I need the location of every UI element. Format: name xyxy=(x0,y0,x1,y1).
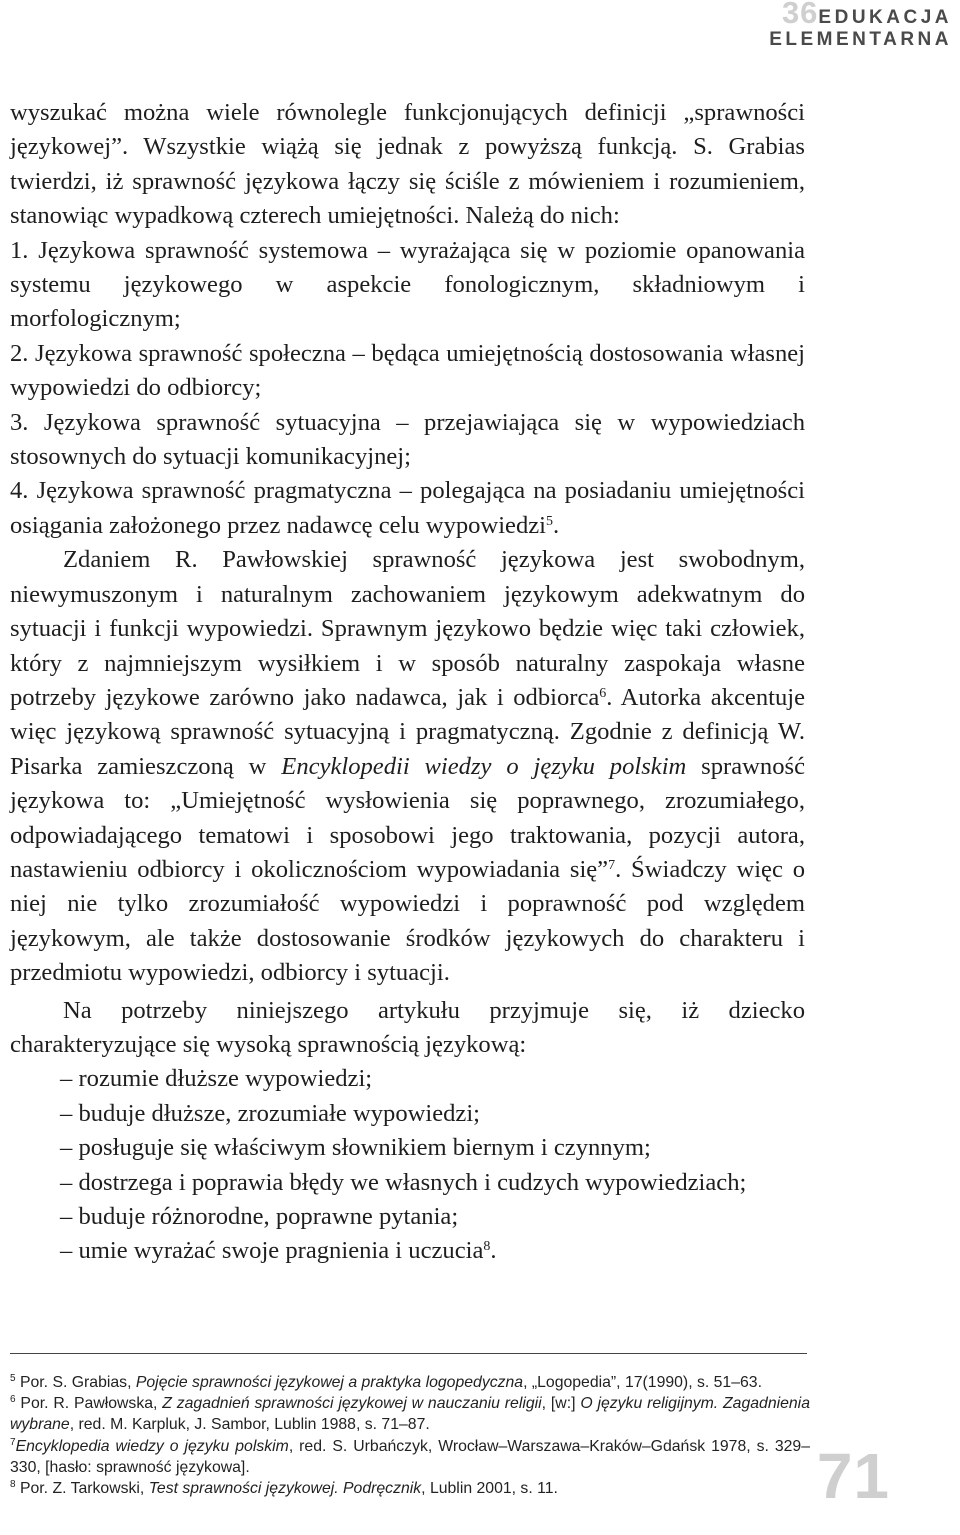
footnote-number: 6 xyxy=(10,1394,16,1406)
footnote-text: Por. S. Grabias, xyxy=(15,1374,136,1391)
numbered-item-1: 1. Językowa sprawność systemowa – wyrażająca się w poziomie opanowania systemu językowego w aspekcie fonologicznym, składniowym i morfologicznym; xyxy=(10,236,805,333)
list-item: – buduje dłuższe, zrozumiałe wypowiedzi; xyxy=(10,1097,805,1131)
footnote-title: Z zagadnień sprawności językowej w nauczaniu religii xyxy=(162,1395,542,1413)
p2-part-a: Zdaniem R. Pawłowskiej sprawność językowa jest swobodnym, niewymuszonym i naturalnym zachowaniem językowym adekwatnym do sytuacji i funkcji wypowiedzi. Sprawnym językowo będzie więc taki człowiek, który z najmniejszym wysiłkiem i w sposób naturalny zaspokaja własne potrzeby językowe zarówno jako nadawca, jak i odbiorca xyxy=(10,546,805,711)
item4-end: . xyxy=(553,511,560,539)
footnote-ref-7[interactable]: 7 xyxy=(608,857,616,873)
footnote-number: 5 xyxy=(10,1373,16,1384)
footnote-8 xyxy=(10,1478,810,1499)
issue-number: 36 xyxy=(781,0,819,30)
list-item-last xyxy=(10,1234,805,1268)
footnote-title: Encyklopedia wiedzy o języku polskim xyxy=(15,1437,289,1455)
footnote-ref-5[interactable]: 5 xyxy=(546,513,554,529)
criteria-list xyxy=(10,1062,805,1268)
list-item: – buduje różnorodne, poprawne pytania; xyxy=(10,1200,805,1234)
footnote-title: Pojęcie sprawności językowej a praktyka logopedyczna xyxy=(135,1374,524,1391)
footnote-separator xyxy=(10,1353,807,1354)
list-item: – rozumie dłuższe wypowiedzi; xyxy=(10,1062,805,1096)
footnote-text: , red. M. Karpluk, J. Sambor, Lublin 1988, s. 71–87. xyxy=(69,1416,430,1434)
numbered-item-2: 2. Językowa sprawność społeczna – będąca umiejętnością dostosowania własnej wypowiedzi do odbiorcy; xyxy=(10,339,805,402)
item4-text: 4. Językowa sprawność pragmatyczna – polegająca na posiadaniu umiejętności osiągania założonego przez nadawcę celu wypowiedzi xyxy=(10,477,805,539)
footnote-number: 7 xyxy=(10,1436,16,1448)
running-header xyxy=(769,0,952,51)
journal-name-line1: EDUKACJA xyxy=(818,7,952,28)
footnote-text: , [w:] xyxy=(541,1395,581,1413)
footnote-ref-6[interactable]: 6 xyxy=(599,685,607,701)
footnote-text: , red. S. Urbańczyk, Wrocław–Warszawa–Kraków–Gdańsk 1978, s. 329–330, [hasło: sprawność językowa]. xyxy=(10,1437,810,1476)
list-item: – posługuje się właściwym słownikiem biernym i czynnym; xyxy=(10,1131,805,1165)
footnote-title: O języku religijnym. Zagadnienia wybrane xyxy=(10,1395,810,1434)
footnote-title: Test sprawności językowej. Podręcznik xyxy=(148,1480,422,1498)
paragraph-definition xyxy=(10,543,805,990)
list-item-end: . xyxy=(490,1237,497,1265)
footnotes xyxy=(10,1372,810,1499)
footnote-5 xyxy=(10,1372,810,1393)
list-item-text: umie wyrażać swoje pragnienia i uczucia xyxy=(78,1237,484,1265)
p2-part-c: sprawność językowa to: „Umiejętność wysłowienia się poprawnego, zrozumiałego, odpowiadającego tematowi i sposobowi jego traktowania, pozycji autora, nastawieniu odbiorcy i okolicznościom wypowiadania się” xyxy=(10,752,805,883)
numbered-item-3: 3. Językowa sprawność sytuacyjna – przejawiająca się w wypowiedziach stosownych do sytuacji komunikacyjnej; xyxy=(10,408,805,471)
footnote-text: Por. R. Pawłowska, xyxy=(15,1395,163,1413)
article-body xyxy=(10,96,805,1269)
list-item: – dostrzega i poprawia błędy we własnych i cudzych wypowiedziach; xyxy=(10,1166,805,1200)
paragraph-criteria: Na potrzeby niniejszego artykułu przyjmuje się, iż dziecko charakteryzujące się wysoką sprawnością językową: xyxy=(10,996,805,1058)
footnote-text: Por. Z. Tarkowski, xyxy=(15,1480,149,1498)
footnote-ref-8[interactable]: 8 xyxy=(483,1239,491,1255)
encyclopedia-title: Encyklopedii wiedzy o języku polskim xyxy=(281,752,687,780)
paragraph-intro: wyszukać można wiele równolegle funkcjonujących definicji „sprawności językowej”. Wszystkie wiążą się jednak z powyższą funkcją. S. Grabias twierdzi, iż sprawność językowa łączy się ściśle z mówieniem i rozumieniem, stanowiąc wypadkową czterech umiejętności. Należą do nich: xyxy=(10,99,805,230)
footnote-text: , „Logopedia”, 17(1990), s. 51–63. xyxy=(523,1374,762,1391)
p2-part-d: . Świadczy więc o niej nie tylko zrozumiałość wypowiedzi i poprawność pod względem językowym, ale także dostosowanie środków językowych do charakteru i przedmiotu wypowiedzi, odbiorcy i sytuacji. xyxy=(10,855,805,987)
journal-name-line2: ELEMENTARNA xyxy=(769,29,952,50)
footnote-7 xyxy=(10,1436,810,1478)
p2-part-b: . Autorka akcentuje więc językową sprawność sytuacyjną i pragmatyczną. Zgodnie z definicją W. Pisarka zamieszczoną w xyxy=(10,683,805,780)
page-number: 71 xyxy=(816,1440,890,1512)
footnote-6 xyxy=(10,1393,810,1435)
footnote-text: , Lublin 2001, s. 11. xyxy=(421,1480,558,1498)
numbered-item-4 xyxy=(10,474,805,543)
footnote-number: 8 xyxy=(10,1479,16,1491)
